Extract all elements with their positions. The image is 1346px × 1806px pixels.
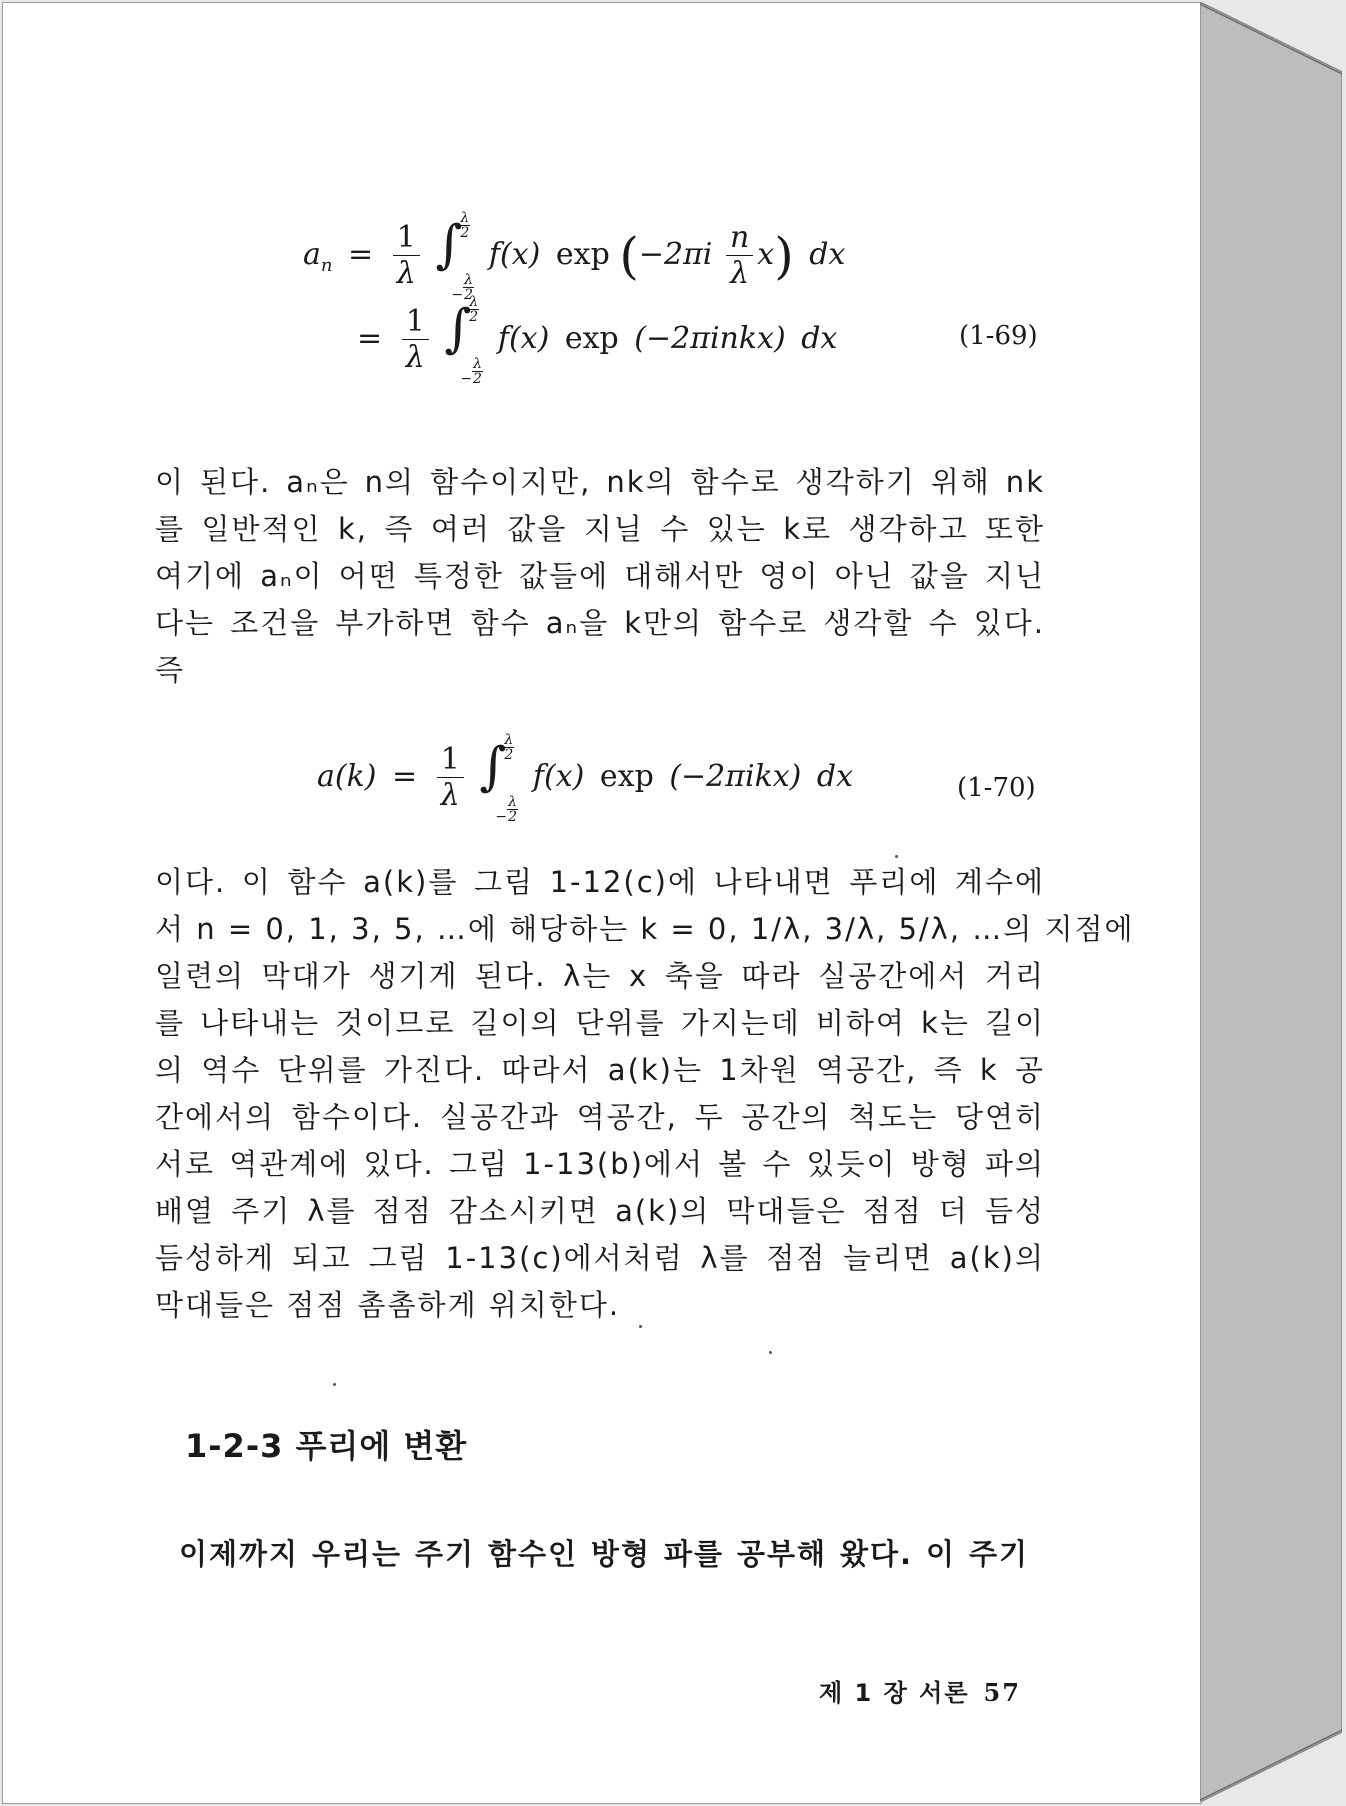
text-line: 다는 조건을 부가하면 함수 aₙ을 k만의 함수로 생각할 수 있다. bbox=[155, 606, 1045, 640]
equation-1-69-line1: $a_n$ = $\frac{1}{\lambda}$ ∫ λ 2 − $\frac{\lambda}{2}$ f(x) exp (−2πi $\frac{n}{\lambda}$ x) dx bbox=[303, 210, 846, 303]
text-line: 여기에 aₙ이 어떤 특정한 값들에 대해서만 영이 아닌 값을 지닌 bbox=[155, 559, 1045, 593]
eq-equals: = bbox=[348, 237, 374, 272]
eq-fraction: $\frac{1}{\lambda}$ bbox=[437, 745, 464, 811]
integral-sign: ∫ λ 2 − $\frac{\lambda}{2}$ bbox=[444, 294, 482, 387]
page-footer bbox=[819, 1673, 1021, 1708]
text-line: 배열 주기 λ를 점점 감소시키면 a(k)의 막대들은 점점 더 듬성 bbox=[155, 1194, 1045, 1228]
eq-exp: exp bbox=[599, 759, 654, 794]
text-line: 이다. 이 함수 a(k)를 그림 1-12(c)에 나타내면 푸리에 계수에 bbox=[155, 865, 1045, 899]
text-line: 듬성하게 되고 그림 1-13(c)에서처럼 λ를 점점 늘리면 a(k)의 bbox=[155, 1241, 1045, 1275]
print-speck bbox=[769, 1351, 772, 1354]
eq-inner: (−2πikx) bbox=[669, 759, 802, 794]
eq-fraction: $\frac{1}{\lambda}$ bbox=[393, 223, 420, 289]
eq-dx: dx bbox=[801, 321, 838, 356]
paragraph-3 bbox=[179, 1531, 1029, 1578]
page-number: 57 bbox=[983, 1678, 1021, 1707]
integral-sign: ∫ λ 2 − $\frac{\lambda}{2}$ bbox=[435, 210, 473, 303]
paragraph-2 bbox=[155, 859, 1135, 1329]
text-line: 를 일반적인 k, 즉 여러 값을 지닐 수 있는 k로 생각하고 또한 bbox=[155, 512, 1045, 546]
text-line: 의 역수 단위를 가진다. 따라서 a(k)는 1차원 역공간, 즉 k 공 bbox=[155, 1053, 1045, 1087]
text-line: 즉 bbox=[155, 653, 186, 687]
equation-number-1-69: (1-69) bbox=[959, 321, 1038, 351]
paragraph-1 bbox=[155, 459, 1045, 694]
eq-fx: f(x) bbox=[488, 237, 541, 272]
eq-fraction: $\frac{1}{\lambda}$ bbox=[402, 307, 429, 373]
text-line: 서로 역관계에 있다. 그림 1-13(b)에서 볼 수 있듯이 방형 파의 bbox=[155, 1147, 1045, 1181]
eq-inner: (−2πinkx) bbox=[634, 321, 786, 356]
eq-inner-a: −2πi bbox=[638, 237, 713, 272]
eq-exp: exp bbox=[555, 237, 610, 272]
text-line: 서 n = 0, 1, 3, 5, …에 해당하는 k = 0, 1/λ, 3/λ, 5/λ, …의 지점에 bbox=[155, 912, 1135, 946]
chapter-label: 제 1 장 서론 bbox=[819, 1679, 970, 1707]
book-edge bbox=[1200, 2, 1342, 1802]
text-line: 막대들은 점점 촘촘하게 위치한다. bbox=[155, 1288, 621, 1322]
text-line: 이 된다. aₙ은 n의 함수이지만, nk의 함수로 생각하기 위해 nk bbox=[155, 465, 1045, 499]
book-page bbox=[2, 2, 1202, 1804]
eq-equals: = bbox=[357, 321, 383, 356]
print-speck bbox=[895, 855, 898, 858]
eq-equals: = bbox=[392, 759, 418, 794]
equation-1-69 bbox=[303, 210, 846, 387]
eq-exp: exp bbox=[564, 321, 619, 356]
text-line: 일련의 막대가 생기게 된다. λ는 x 축을 따라 실공간에서 거리 bbox=[155, 959, 1045, 993]
eq-inner-x: x bbox=[757, 237, 775, 272]
print-speck bbox=[639, 1325, 642, 1328]
equation-1-69-line2 bbox=[303, 294, 845, 387]
integral-sign: ∫ λ 2 − $\frac{\lambda}{2}$ bbox=[479, 732, 517, 825]
equation-number-1-70: (1-70) bbox=[957, 773, 1036, 803]
print-speck bbox=[333, 1383, 336, 1386]
text-line: 이제까지 우리는 주기 함수인 방형 파를 공부해 왔다. 이 주기 bbox=[179, 1537, 1029, 1571]
eq-inner-fraction: $\frac{n}{\lambda}$ bbox=[726, 223, 753, 289]
section-title: 1-2-3 푸리에 변환 bbox=[185, 1427, 468, 1465]
text-line: 간에서의 함수이다. 실공간과 역공간, 두 공간의 척도는 당연히 bbox=[155, 1100, 1045, 1134]
eq-lhs: a bbox=[303, 237, 321, 272]
eq-dx: dx bbox=[816, 759, 854, 794]
eq-lhs-sub: n bbox=[320, 255, 333, 276]
eq-fx: f(x) bbox=[497, 321, 550, 356]
eq-fx: f(x) bbox=[532, 759, 585, 794]
eq-dx: dx bbox=[809, 237, 846, 272]
eq-lhs: a(k) bbox=[317, 759, 377, 794]
text-line: 를 나타내는 것이므로 길이의 단위를 가지는데 비하여 k는 길이 bbox=[155, 1006, 1045, 1040]
equation-1-70 bbox=[317, 732, 854, 825]
